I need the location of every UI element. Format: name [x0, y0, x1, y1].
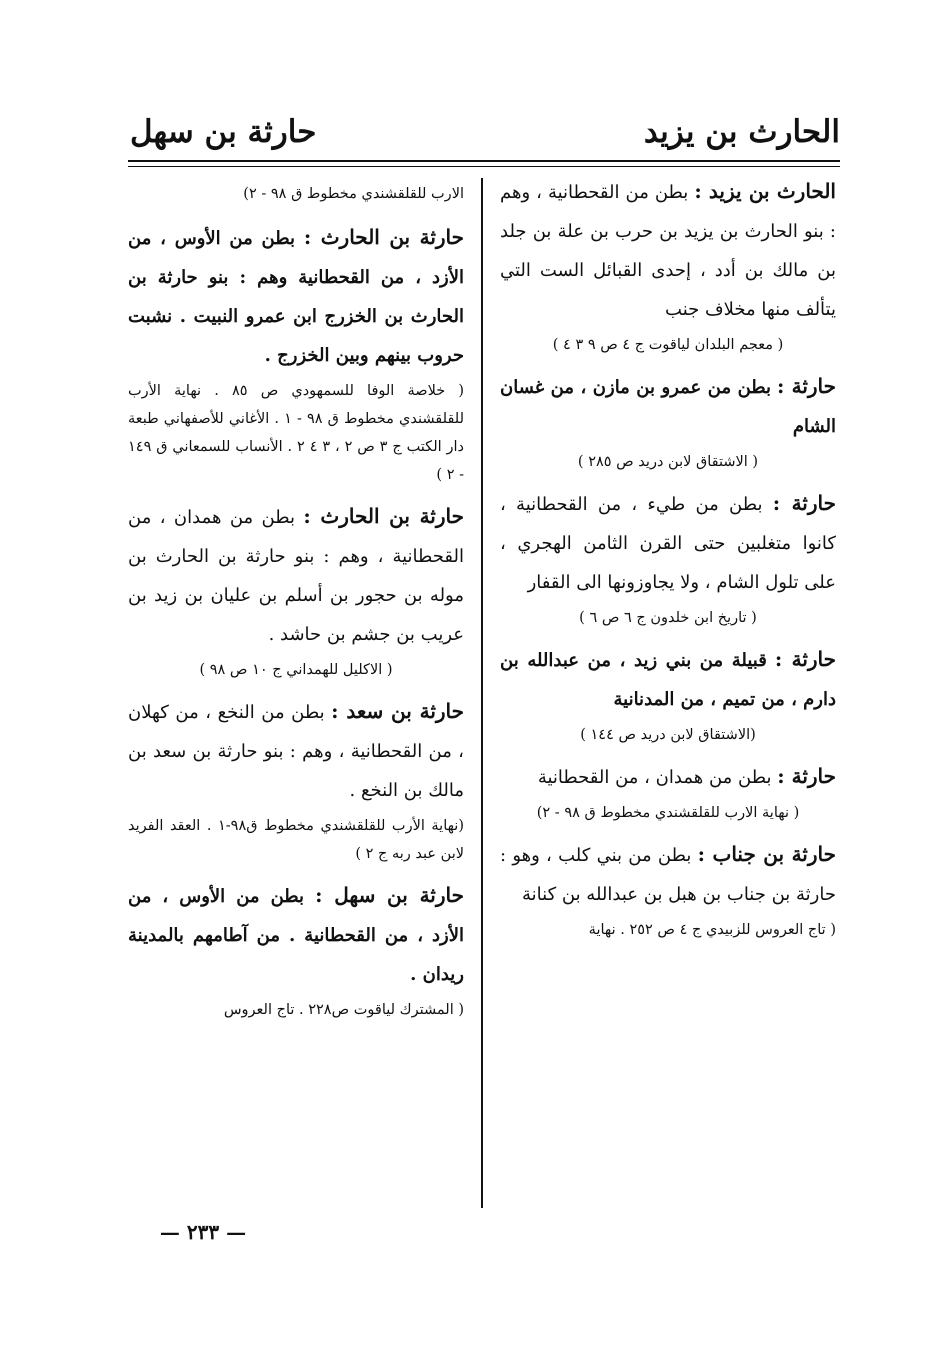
- entry-text: بطن من الأوس ، من الأزد ، من القحطانية . من آطامهم بالمدينة ريدان .: [128, 886, 464, 985]
- entry-text: بطن من همدان ، من القحطانية: [537, 767, 772, 788]
- entry-source: ( الاشتقاق لابن دريد ص ٢٨٥ ): [577, 454, 759, 470]
- left-column: [128, 172, 464, 1208]
- entry-text: بطن من بني كلب ، وهو : حارثة بن جناب بن هبل بن عبدالله بن كنانة: [500, 845, 836, 905]
- entry-source: ( خلاصة الوفا للسمهودي ص ٨٥ . نهاية الأرب للقلقشندي مخطوط ق ٩٨ - ١ . الأغاني للأصفهاني طبعة دار الكتب ج ٣ ص ٢ ، ٣ ٤ ٢ . الأنساب للسمعاني ق ١٤٩ - ٢ ): [128, 383, 464, 483]
- entry-source: ( تاج العروس للزبيدي ج ٤ ص ٢٥٢ . نهاية: [588, 922, 836, 938]
- entry-source: ( الاكليل للهمداني ج ١٠ ص ٩٨ ): [199, 662, 393, 678]
- entry: [128, 218, 464, 489]
- running-header: [130, 100, 840, 150]
- header-right-title: الحارث بن يزيد: [643, 114, 840, 150]
- entry-heading: حارثة :: [777, 374, 836, 398]
- entry-heading: حارثة :: [777, 764, 836, 788]
- entry-heading: حارثة :: [774, 647, 836, 671]
- entry: [500, 367, 836, 476]
- entry-source: ( معجم البلدان لياقوت ج ٤ ص ٩ ٣ ٤ ): [552, 337, 784, 353]
- entry: [500, 640, 836, 749]
- entry-heading: حارثة بن الحارث :: [303, 504, 464, 528]
- header-left-title: حارثة بن سهل: [130, 114, 317, 150]
- entry-heading: الحارث بن يزيد :: [694, 179, 836, 203]
- entry-source: ( نهاية الارب للقلقشندي مخطوط ق ٩٨ - ٢): [536, 805, 800, 821]
- entry-source: ( المشترك لياقوت ص٢٢٨ . تاج العروس: [223, 1002, 464, 1018]
- header-rule: [128, 160, 840, 162]
- entry: [128, 692, 464, 868]
- entry-heading: حارثة بن جناب :: [697, 842, 836, 866]
- entry-heading: حارثة :: [772, 491, 836, 515]
- continued-source: الارب للقلقشندي مخطوط ق ٩٨ - ٢): [243, 186, 464, 202]
- page-number: — ٢٣٣ —: [159, 1220, 247, 1244]
- entry-text: قبيلة من بني زيد ، من عبدالله بن دارم ، من تميم ، من المدنانية: [500, 650, 836, 710]
- column-separator: [481, 178, 483, 1208]
- entry-source: ( تاريخ ابن خلدون ج ٦ ص ٦ ): [579, 610, 757, 626]
- entry: [500, 484, 836, 632]
- entry-heading: حارثة بن الحارث :: [303, 225, 464, 249]
- entry: [500, 835, 836, 944]
- header-rule-thin: [128, 166, 840, 167]
- entry-text: بطن من عمرو بن مازن ، من غسان الشام: [500, 377, 836, 437]
- entry-text: بطن من همدان ، من القحطانية ، وهم : بنو حارثة بن الحارث بن موله بن حجور بن أسلم بن عليان بن زيد بن عريب بن جشم بن حاشد .: [128, 507, 464, 645]
- entry: [500, 757, 836, 827]
- entry: [128, 876, 464, 1024]
- entry-text: بطن من طيء ، من القحطانية ، كانوا متغلبين حتى القرن الثامن الهجري ، على تلول الشام ، ولا يجاوزونها الى القفار: [500, 494, 836, 593]
- entry-heading: حارثة بن سهل :: [315, 883, 464, 907]
- entry-source: (نهاية الأرب للقلقشندي مخطوط ق٩٨-١ . العقد الفريد لابن عبد ربه ج ٢ ): [128, 818, 464, 862]
- entry-text: بطن من النخع ، من كهلان ، من القحطانية ، وهم : بنو حارثة بن سعد بن مالك بن النخع .: [128, 702, 464, 801]
- entry-text: بطن من الأوس ، من الأزد ، من القحطانية وهم : بنو حارثة بن الحارث بن الخزرج ابن عمرو النبيت . نشبت حروب بينهم وبين الخزرج .: [128, 228, 464, 366]
- right-column: [500, 172, 836, 1208]
- entry-text: بطن من القحطانية ، وهم : بنو الحارث بن يزيد بن حرب بن علة بن جلد بن مالك بن أدد ، إحدى القبائل الست التي يتألف منها مخلاف جنب: [500, 182, 836, 320]
- entry: [500, 172, 836, 359]
- entry: [128, 497, 464, 684]
- entry-heading: حارثة بن سعد :: [331, 699, 464, 723]
- entry-source: (الاشتقاق لابن دريد ص ١٤٤ ): [580, 727, 756, 743]
